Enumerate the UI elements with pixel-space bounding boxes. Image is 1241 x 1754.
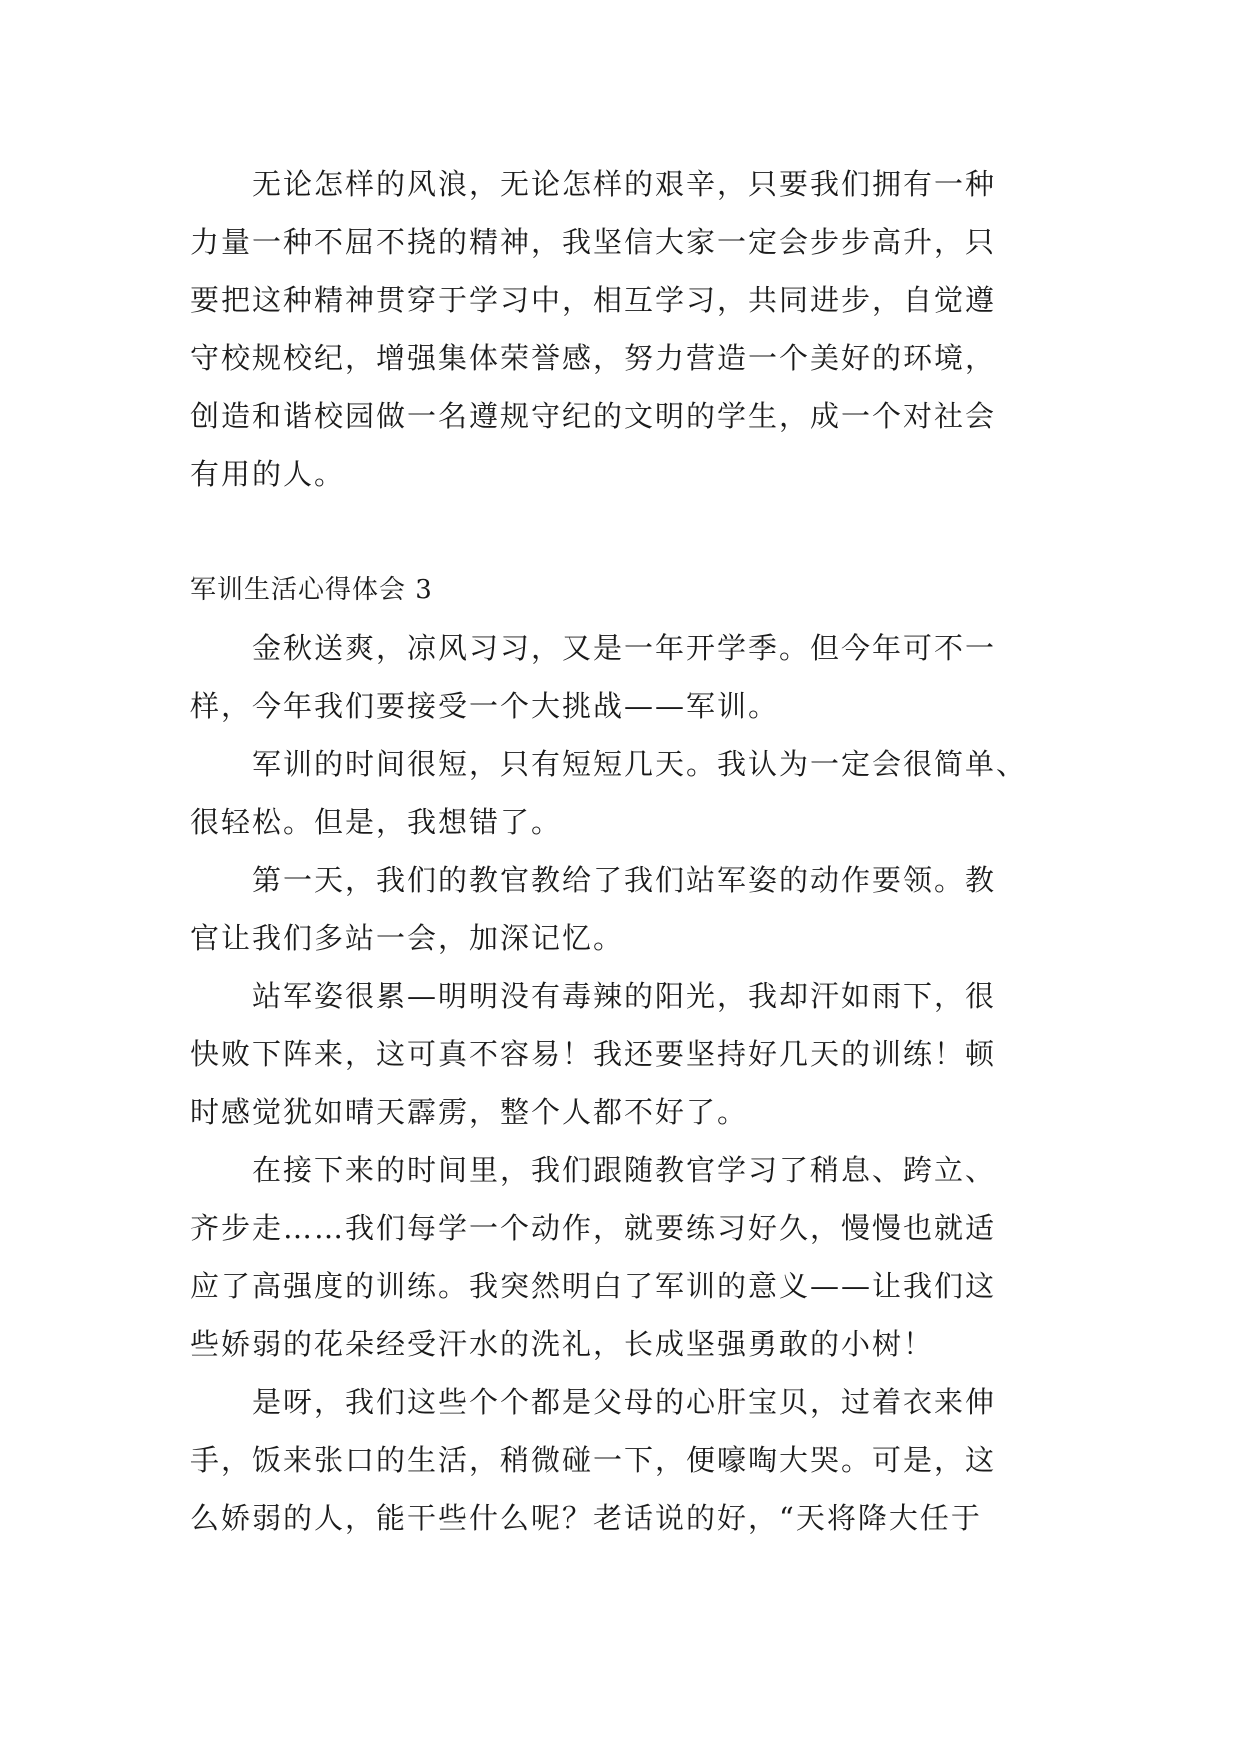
text-line: 在接下来的时间里，我们跟随教官学习了稍息、跨立、 xyxy=(252,1153,997,1187)
paragraph-4 xyxy=(190,851,1050,967)
text-line: 军训的时间很短，只有短短几天。我认为一定会很简单、 xyxy=(252,747,1028,781)
text-line: 创造和谐校园做一名遵规守纪的文明的学生，成一个对社会 xyxy=(190,399,997,433)
text-line: 样，今年我们要接受一个大挑战——军训。 xyxy=(190,689,780,723)
text-line: 应了高强度的训练。我突然明白了军训的意义——让我们这 xyxy=(190,1269,997,1303)
text-line: 金秋送爽，凉风习习，又是一年开学季。但今年可不一 xyxy=(252,631,997,665)
paragraph-1 xyxy=(190,155,1050,503)
text-line: 守校规校纪，增强集体荣誉感，努力营造一个美好的环境， xyxy=(190,341,997,375)
paragraph-5 xyxy=(190,967,1050,1141)
text-line: 力量一种不屈不挠的精神，我坚信大家一定会步步高升，只 xyxy=(190,225,997,259)
document-body xyxy=(190,155,1050,1547)
paragraph-6 xyxy=(190,1141,1050,1373)
text-line: 手，饭来张口的生活，稍微碰一下，便嚎啕大哭。可是，这 xyxy=(190,1443,997,1477)
section-title: 军训生活心得体会 3 xyxy=(190,575,433,605)
text-line: 齐步走……我们每学一个动作，就要练习好久，慢慢也就适 xyxy=(190,1211,997,1245)
text-line: 些娇弱的花朵经受汗水的洗礼，长成坚强勇敢的小树！ xyxy=(190,1327,935,1361)
text-line: 么娇弱的人，能干些什么呢？老话说的好，“天将降大任于 xyxy=(190,1501,982,1535)
paragraph-7 xyxy=(190,1373,1050,1547)
text-line: 有用的人。 xyxy=(190,457,346,491)
text-line: 是呀，我们这些个个都是父母的心肝宝贝，过着衣来伸 xyxy=(252,1385,997,1419)
text-line: 第一天，我们的教官教给了我们站军姿的动作要领。教 xyxy=(252,863,997,897)
text-line: 无论怎样的风浪，无论怎样的艰辛，只要我们拥有一种 xyxy=(252,167,997,201)
text-line: 官让我们多站一会，加深记忆。 xyxy=(190,921,625,955)
paragraph-2 xyxy=(190,619,1050,735)
text-line: 很轻松。但是，我想错了。 xyxy=(190,805,563,839)
blank-line xyxy=(190,503,1050,561)
text-line: 要把这种精神贯穿于学习中，相互学习，共同进步，自觉遵 xyxy=(190,283,997,317)
paragraph-3 xyxy=(190,735,1050,851)
text-line: 站军姿很累—明明没有毒辣的阳光，我却汗如雨下，很 xyxy=(252,979,997,1013)
text-line: 时感觉犹如晴天霹雳，整个人都不好了。 xyxy=(190,1095,749,1129)
text-line: 快败下阵来，这可真不容易！我还要坚持好几天的训练！顿 xyxy=(190,1037,997,1071)
